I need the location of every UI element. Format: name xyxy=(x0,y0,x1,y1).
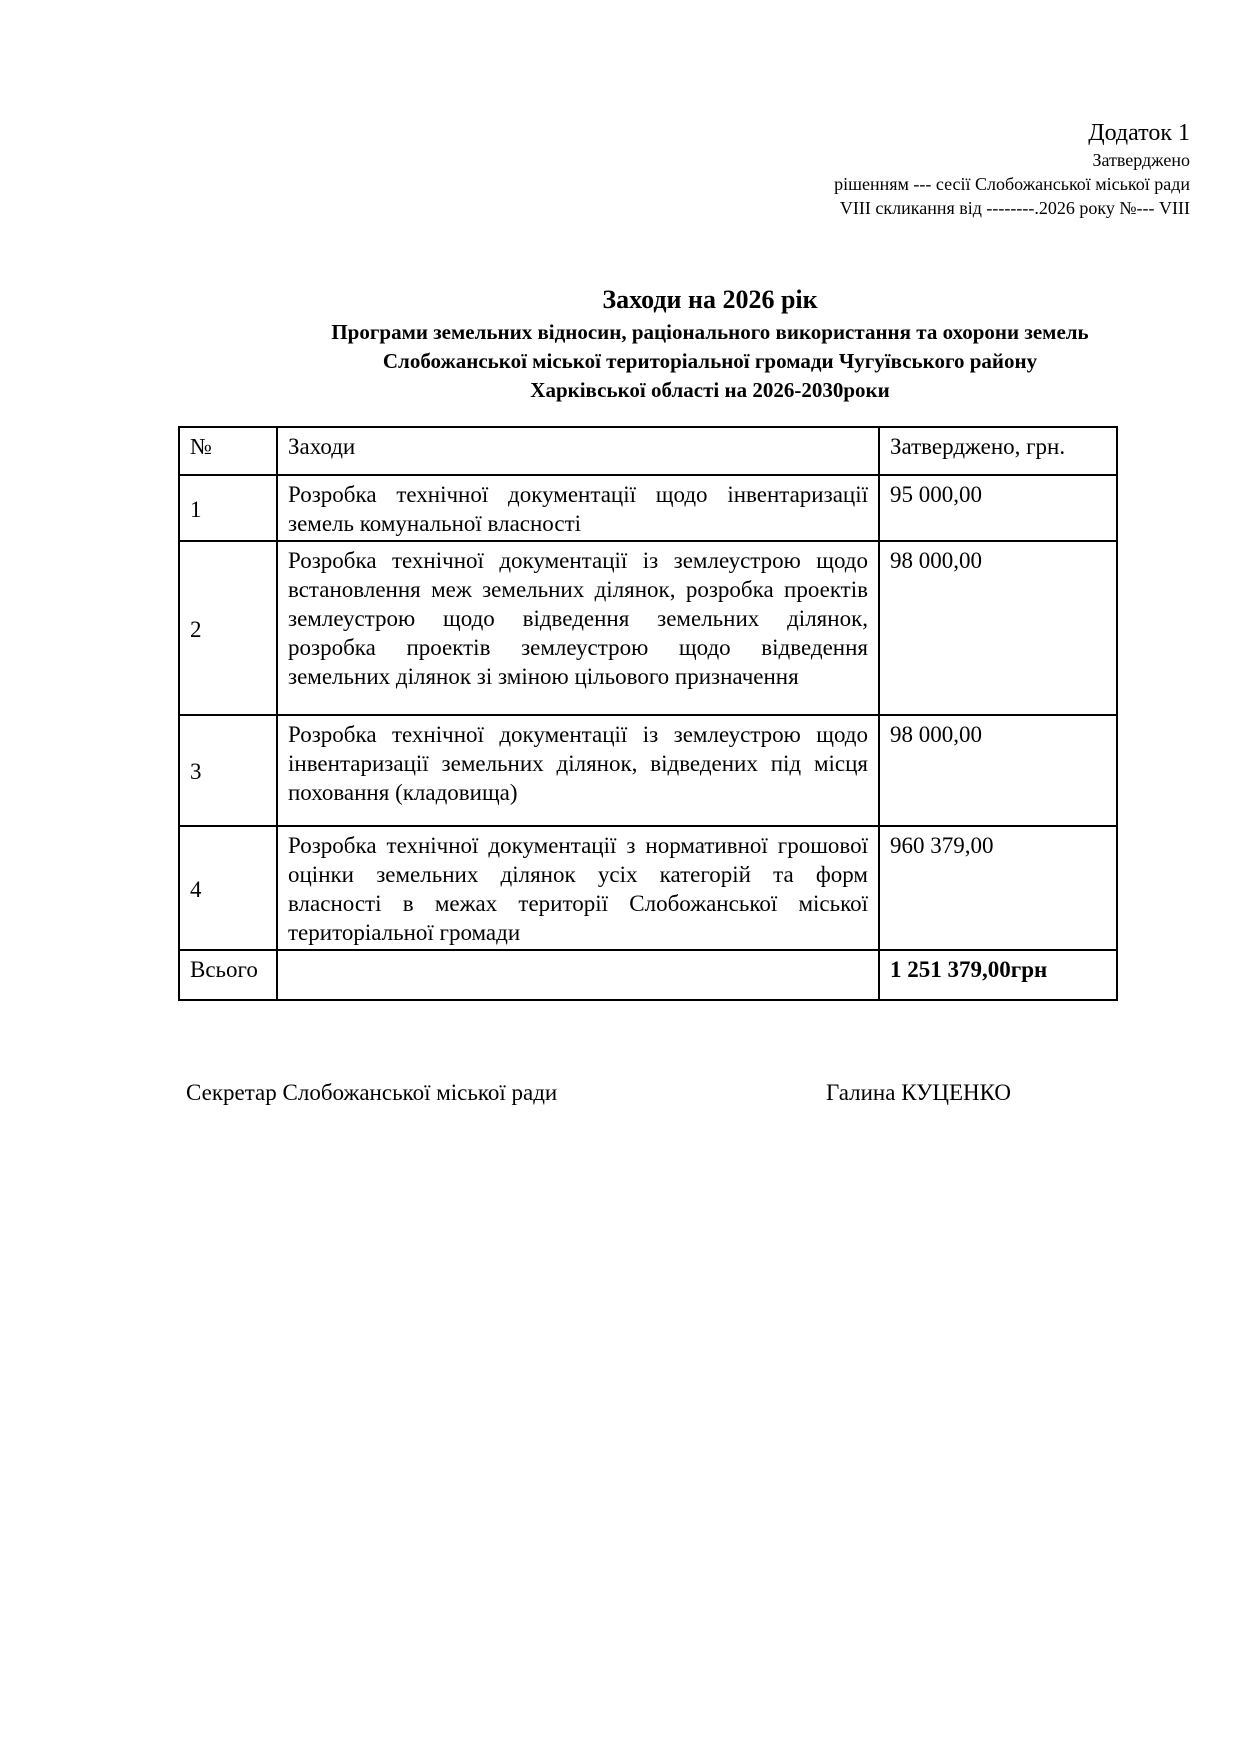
document-title-block xyxy=(40,282,1200,405)
header-number: № xyxy=(179,427,277,475)
table-row xyxy=(179,475,1117,541)
page-title: Заходи на 2026 рік xyxy=(602,285,818,314)
subtitle-line: Програми земельних відносин, раціонального використання та охорони земель xyxy=(331,320,1089,344)
table-header-row xyxy=(179,427,1117,475)
row-number: 3 xyxy=(179,715,277,826)
appendix-label: Додаток 1 xyxy=(1088,120,1190,146)
row-number: 2 xyxy=(179,541,277,715)
appendix-header xyxy=(834,118,1190,220)
row-number: 4 xyxy=(179,826,277,950)
table-total-row xyxy=(179,950,1117,1000)
row-amount: 98 000,00 xyxy=(879,541,1117,715)
row-description: Розробка технічної документації із землеустрою щодо інвентаризації земельних ділянок, відведених під місця поховання (кладовища) xyxy=(277,715,879,826)
total-empty-cell xyxy=(277,950,879,1000)
row-description: Розробка технічної документації із землеустрою щодо встановлення меж земельних ділянок, розробка проектів землеустрою щодо відведення земельних ділянок, розробка проектів землеустрою щодо відведення земельних ділянок зі зміною цільового призначення xyxy=(277,541,879,715)
row-amount: 960 379,00 xyxy=(879,826,1117,950)
row-amount: 98 000,00 xyxy=(879,715,1117,826)
subtitle-line: Слобожанської міської територіальної громади Чугуївського району xyxy=(382,349,1038,373)
table-row xyxy=(179,715,1117,826)
signature-position: Секретар Слобожанської міської ради xyxy=(186,1080,558,1105)
total-label: Всього xyxy=(179,950,277,1000)
row-description: Розробка технічної документації щодо інвентаризації земель комунальної власності xyxy=(277,475,879,541)
convocation-line: VIII скликання від --------.2026 року №--- VIII xyxy=(839,198,1190,218)
approved-label: Затверджено xyxy=(1092,150,1190,170)
row-description: Розробка технічної документації з нормативної грошової оцінки земельних ділянок усіх категорій та форм власності в межах території Слобожанської міської територіальної громади xyxy=(277,826,879,950)
table-row xyxy=(179,541,1117,715)
row-number: 1 xyxy=(179,475,277,541)
total-amount: 1 251 379,00грн xyxy=(879,950,1117,1000)
header-approved: Затверджено, грн. xyxy=(879,427,1117,475)
signature-name: Галина КУЦЕНКО xyxy=(826,1080,1011,1105)
subtitle-line: Харківської області на 2026-2030роки xyxy=(530,378,890,402)
row-amount: 95 000,00 xyxy=(879,475,1117,541)
header-measures: Заходи xyxy=(277,427,879,475)
measures-table xyxy=(178,426,1118,1001)
table-row xyxy=(179,826,1117,950)
decision-line: рішенням --- сесії Слобожанської міської ради xyxy=(834,174,1190,194)
